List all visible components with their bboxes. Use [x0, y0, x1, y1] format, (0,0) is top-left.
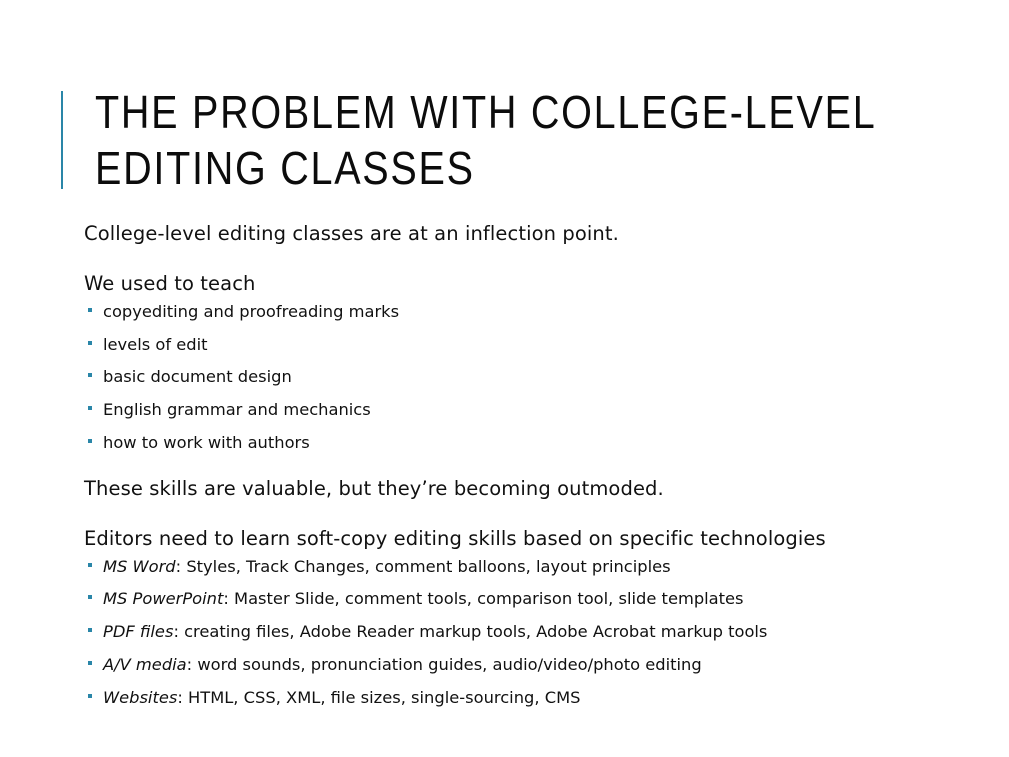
square-bullet-icon	[88, 661, 92, 665]
list-item	[84, 556, 984, 578]
slide-title-line-1: THE PROBLEM WITH COLLEGE-LEVEL	[95, 86, 877, 138]
square-bullet-icon	[88, 595, 92, 599]
skills-note-paragraph: These skills are valuable, but they’re becoming outmoded.	[84, 476, 664, 500]
square-bullet-icon	[88, 439, 92, 443]
list-item	[84, 334, 984, 356]
list-item-text: basic document design	[103, 367, 292, 387]
list-item	[84, 301, 984, 323]
technology-term: MS PowerPoint	[103, 589, 224, 609]
square-bullet-icon	[88, 694, 92, 698]
technology-detail: : word sounds, pronunciation guides, audio/video/photo editing	[186, 654, 702, 674]
list-item	[84, 399, 984, 421]
technology-term: Websites	[103, 687, 178, 707]
list-item-text: how to work with authors	[103, 432, 310, 452]
slide-title	[95, 84, 876, 196]
square-bullet-icon	[88, 308, 92, 312]
list-item	[84, 687, 984, 709]
square-bullet-icon	[88, 406, 92, 410]
list-item	[84, 366, 984, 388]
list-item	[84, 432, 984, 454]
list-item	[84, 588, 984, 610]
title-accent-bar	[61, 91, 63, 189]
need-to-learn-heading: Editors need to learn soft-copy editing skills based on specific technologies	[84, 526, 826, 550]
technology-detail: : Styles, Track Changes, comment balloons, layout principles	[175, 556, 671, 576]
square-bullet-icon	[88, 563, 92, 567]
square-bullet-icon	[88, 373, 92, 377]
list-item	[84, 621, 984, 643]
technology-term: PDF files	[103, 622, 174, 642]
used-to-teach-list	[84, 301, 984, 454]
list-item	[84, 654, 984, 676]
slide-title-line-2: EDITING CLASSES	[95, 142, 475, 194]
used-to-teach-heading: We used to teach	[84, 272, 256, 295]
intro-paragraph: College-level editing classes are at an inflection point.	[84, 222, 619, 245]
technology-term: A/V media	[103, 654, 187, 674]
square-bullet-icon	[88, 341, 92, 345]
technology-skills-list	[84, 556, 984, 709]
square-bullet-icon	[88, 628, 92, 632]
list-item-text: copyediting and proofreading marks	[103, 302, 400, 321]
technology-detail: : creating files, Adobe Reader markup tools, Adobe Acrobat markup tools	[173, 622, 768, 642]
technology-detail: : HTML, CSS, XML, file sizes, single-sourcing, CMS	[177, 687, 581, 707]
slide-body	[84, 219, 984, 709]
list-item-text: English grammar and mechanics	[103, 400, 371, 420]
list-item-text: levels of edit	[103, 334, 208, 354]
technology-detail: : Master Slide, comment tools, comparison tool, slide templates	[223, 589, 744, 609]
technology-term: MS Word	[103, 556, 176, 576]
